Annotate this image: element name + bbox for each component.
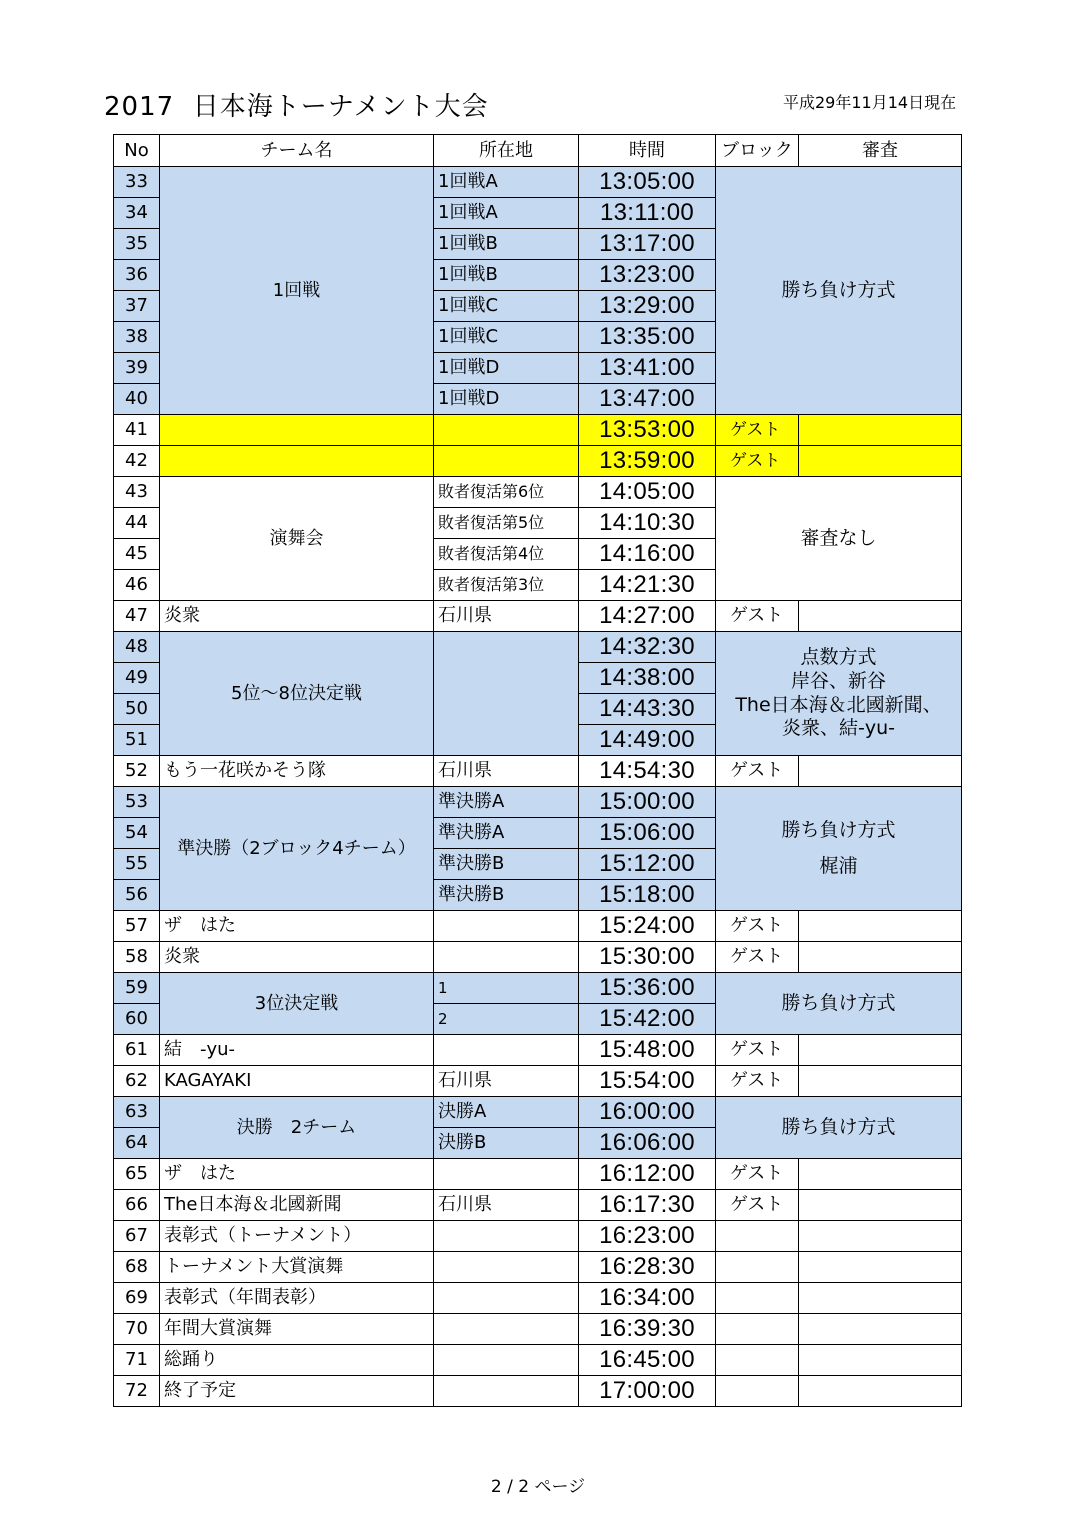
row-time: 15:18:00 — [579, 880, 716, 911]
row-judging — [799, 1066, 962, 1097]
row-time: 14:43:30 — [579, 694, 716, 725]
row-judging — [799, 601, 962, 632]
table-row — [114, 756, 962, 787]
row-time: 16:28:30 — [579, 1252, 716, 1283]
table-row — [114, 1159, 962, 1190]
row-no: 67 — [114, 1221, 160, 1252]
row-team: ザ はた — [160, 1159, 434, 1190]
group-team-exhibition: 演舞会 — [160, 477, 434, 601]
row-no: 68 — [114, 1252, 160, 1283]
row-no: 54 — [114, 818, 160, 849]
row-no: 44 — [114, 508, 160, 539]
row-location: 準決勝B — [434, 880, 579, 911]
row-no: 34 — [114, 198, 160, 229]
row-no: 49 — [114, 663, 160, 694]
col-header-block: ブロック — [716, 135, 799, 167]
row-location — [434, 1283, 579, 1314]
row-no: 40 — [114, 384, 160, 415]
row-time: 14:21:30 — [579, 570, 716, 601]
row-location: 石川県 — [434, 756, 579, 787]
group-team-placement: 5位～8位決定戦 — [160, 632, 434, 756]
row-no: 65 — [114, 1159, 160, 1190]
row-location — [434, 446, 579, 477]
table-row — [114, 477, 962, 508]
row-no: 72 — [114, 1376, 160, 1407]
table-row — [114, 1221, 962, 1252]
row-location — [434, 1159, 579, 1190]
row-judging — [799, 1159, 962, 1190]
row-location — [434, 942, 579, 973]
row-time: 13:53:00 — [579, 415, 716, 446]
row-no: 66 — [114, 1190, 160, 1221]
col-header-time: 時間 — [579, 135, 716, 167]
table-row — [114, 1376, 962, 1407]
row-location — [434, 415, 579, 446]
table-row — [114, 1190, 962, 1221]
judging-line: The日本海＆北國新聞、 — [735, 693, 942, 716]
row-judging — [799, 1252, 962, 1283]
row-judging — [799, 942, 962, 973]
row-no: 50 — [114, 694, 160, 725]
row-judging — [799, 1035, 962, 1066]
table-row — [114, 415, 962, 446]
group-team-round1: 1回戦 — [160, 167, 434, 415]
row-time: 15:06:00 — [579, 818, 716, 849]
judging-line: 炎衆、結-yu- — [782, 717, 895, 740]
row-location: 1回戦D — [434, 353, 579, 384]
row-no: 60 — [114, 1004, 160, 1035]
row-location — [434, 1221, 579, 1252]
row-time: 13:29:00 — [579, 291, 716, 322]
table-row — [114, 973, 962, 1004]
col-header-no: No — [114, 135, 160, 167]
row-time: 13:05:00 — [579, 167, 716, 198]
group-team-third-place: 3位決定戦 — [160, 973, 434, 1035]
row-time: 14:54:30 — [579, 756, 716, 787]
table-row — [114, 167, 962, 198]
row-block — [716, 1314, 799, 1345]
row-time: 14:27:00 — [579, 601, 716, 632]
row-time: 16:39:30 — [579, 1314, 716, 1345]
row-no: 33 — [114, 167, 160, 198]
row-no: 55 — [114, 849, 160, 880]
row-time: 13:17:00 — [579, 229, 716, 260]
row-no: 45 — [114, 539, 160, 570]
row-team: 終了予定 — [160, 1376, 434, 1407]
row-block: ゲスト — [716, 1066, 799, 1097]
judging-line: 岸谷、新谷 — [790, 669, 886, 692]
row-time: 15:12:00 — [579, 849, 716, 880]
table-row — [114, 601, 962, 632]
row-team: 結 -yu- — [160, 1035, 434, 1066]
row-location: 敗者復活第4位 — [434, 539, 579, 570]
row-location: 決勝B — [434, 1128, 579, 1159]
row-no: 63 — [114, 1097, 160, 1128]
row-judging — [799, 415, 962, 446]
row-location: 石川県 — [434, 1066, 579, 1097]
row-time: 14:05:00 — [579, 477, 716, 508]
row-no: 53 — [114, 787, 160, 818]
row-block — [716, 1221, 799, 1252]
row-team: 炎衆 — [160, 601, 434, 632]
row-time: 13:59:00 — [579, 446, 716, 477]
row-judging — [799, 446, 962, 477]
row-team: 表彰式（年間表彰） — [160, 1283, 434, 1314]
row-no: 58 — [114, 942, 160, 973]
table-row — [114, 1314, 962, 1345]
row-location: 敗者復活第6位 — [434, 477, 579, 508]
row-block: ゲスト — [716, 1159, 799, 1190]
row-time: 14:10:30 — [579, 508, 716, 539]
table-row — [114, 787, 962, 818]
row-team: 年間大賞演舞 — [160, 1314, 434, 1345]
row-judging — [799, 911, 962, 942]
group-team-semifinal: 準決勝（2ブロック4チーム） — [160, 787, 434, 911]
row-location — [434, 1376, 579, 1407]
row-time: 15:42:00 — [579, 1004, 716, 1035]
row-no: 61 — [114, 1035, 160, 1066]
header-row — [114, 135, 962, 167]
row-team: もう一花咲かそう隊 — [160, 756, 434, 787]
row-time: 16:06:00 — [579, 1128, 716, 1159]
row-team: KAGAYAKI — [160, 1066, 434, 1097]
row-time: 14:49:00 — [579, 725, 716, 756]
row-location: 2 — [434, 1004, 579, 1035]
row-location: 準決勝A — [434, 787, 579, 818]
row-no: 38 — [114, 322, 160, 353]
row-time: 16:17:30 — [579, 1190, 716, 1221]
row-time: 13:23:00 — [579, 260, 716, 291]
col-header-location: 所在地 — [434, 135, 579, 167]
table-row — [114, 911, 962, 942]
row-team: 総踊り — [160, 1345, 434, 1376]
row-block: ゲスト — [716, 1190, 799, 1221]
row-location: 敗者復活第5位 — [434, 508, 579, 539]
row-time: 13:11:00 — [579, 198, 716, 229]
row-team: 炎衆 — [160, 942, 434, 973]
row-no: 47 — [114, 601, 160, 632]
row-time: 15:24:00 — [579, 911, 716, 942]
row-location: 1回戦A — [434, 198, 579, 229]
row-team: トーナメント大賞演舞 — [160, 1252, 434, 1283]
row-no: 36 — [114, 260, 160, 291]
row-no: 41 — [114, 415, 160, 446]
row-block — [716, 1252, 799, 1283]
row-judging — [799, 1345, 962, 1376]
row-time: 15:48:00 — [579, 1035, 716, 1066]
row-no: 52 — [114, 756, 160, 787]
row-no: 51 — [114, 725, 160, 756]
row-location: 準決勝A — [434, 818, 579, 849]
row-time: 15:00:00 — [579, 787, 716, 818]
row-no: 35 — [114, 229, 160, 260]
row-location — [434, 632, 579, 756]
row-location: 1回戦C — [434, 322, 579, 353]
row-judging — [799, 1221, 962, 1252]
row-location: 1回戦A — [434, 167, 579, 198]
row-location: 準決勝B — [434, 849, 579, 880]
row-location — [434, 1314, 579, 1345]
row-block: ゲスト — [716, 911, 799, 942]
row-block — [716, 1376, 799, 1407]
row-time: 15:30:00 — [579, 942, 716, 973]
row-location: 1回戦C — [434, 291, 579, 322]
row-team: The日本海＆北國新聞 — [160, 1190, 434, 1221]
row-judging — [799, 756, 962, 787]
document-title: 2017 日本海トーナメント大会 — [104, 92, 489, 122]
row-time: 16:23:00 — [579, 1221, 716, 1252]
row-block: ゲスト — [716, 1035, 799, 1066]
judging-line: 勝ち負け方式 — [781, 818, 896, 841]
row-no: 42 — [114, 446, 160, 477]
row-block: ゲスト — [716, 446, 799, 477]
row-location: 石川県 — [434, 601, 579, 632]
group-judging-round1: 勝ち負け方式 — [716, 167, 962, 415]
row-no: 71 — [114, 1345, 160, 1376]
row-no: 46 — [114, 570, 160, 601]
page-number: 2 / 2 ページ — [490, 1477, 586, 1497]
row-block — [716, 1283, 799, 1314]
schedule-table — [113, 134, 962, 1407]
table-row — [114, 942, 962, 973]
group-judging-exhibition: 審査なし — [716, 477, 962, 601]
row-block: ゲスト — [716, 601, 799, 632]
judging-line: 点数方式 — [800, 646, 877, 668]
table-row — [114, 632, 962, 663]
row-no: 43 — [114, 477, 160, 508]
row-time: 13:35:00 — [579, 322, 716, 353]
row-no: 56 — [114, 880, 160, 911]
row-no: 69 — [114, 1283, 160, 1314]
row-team: ザ はた — [160, 911, 434, 942]
row-location — [434, 1345, 579, 1376]
group-judging-final: 勝ち負け方式 — [716, 1097, 962, 1159]
row-team — [160, 446, 434, 477]
group-judging-semifinal — [716, 787, 962, 911]
group-team-final: 決勝 2チーム — [160, 1097, 434, 1159]
row-time: 16:12:00 — [579, 1159, 716, 1190]
row-time: 14:38:00 — [579, 663, 716, 694]
table-row — [114, 1066, 962, 1097]
row-location: 1回戦B — [434, 260, 579, 291]
row-location: 敗者復活第3位 — [434, 570, 579, 601]
row-no: 48 — [114, 632, 160, 663]
row-time: 17:00:00 — [579, 1376, 716, 1407]
row-block: ゲスト — [716, 942, 799, 973]
row-team — [160, 415, 434, 446]
row-no: 39 — [114, 353, 160, 384]
group-judging-third-place: 勝ち負け方式 — [716, 973, 962, 1035]
row-time: 16:00:00 — [579, 1097, 716, 1128]
row-team: 表彰式（トーナメント） — [160, 1221, 434, 1252]
col-header-team: チーム名 — [160, 135, 434, 167]
row-no: 59 — [114, 973, 160, 1004]
row-time: 14:32:30 — [579, 632, 716, 663]
row-no: 57 — [114, 911, 160, 942]
row-block: ゲスト — [716, 415, 799, 446]
row-block — [716, 1345, 799, 1376]
group-judging-placement — [716, 632, 962, 756]
table-row — [114, 446, 962, 477]
row-location — [434, 911, 579, 942]
table-row — [114, 1345, 962, 1376]
table-row — [114, 1283, 962, 1314]
row-time: 14:16:00 — [579, 539, 716, 570]
row-judging — [799, 1314, 962, 1345]
row-judging — [799, 1376, 962, 1407]
row-no: 70 — [114, 1314, 160, 1345]
row-location: 決勝A — [434, 1097, 579, 1128]
row-block: ゲスト — [716, 756, 799, 787]
as-of-date: 平成29年11月14日現在 — [783, 93, 957, 112]
row-location — [434, 1252, 579, 1283]
row-time: 13:41:00 — [579, 353, 716, 384]
row-judging — [799, 1190, 962, 1221]
row-judging — [799, 1283, 962, 1314]
row-no: 64 — [114, 1128, 160, 1159]
row-time: 16:45:00 — [579, 1345, 716, 1376]
table-row — [114, 1035, 962, 1066]
row-time: 13:47:00 — [579, 384, 716, 415]
row-location: 1回戦B — [434, 229, 579, 260]
table-row — [114, 1097, 962, 1128]
table-row — [114, 1252, 962, 1283]
row-location: 1 — [434, 973, 579, 1004]
row-location: 石川県 — [434, 1190, 579, 1221]
row-no: 37 — [114, 291, 160, 322]
row-location: 1回戦D — [434, 384, 579, 415]
row-location — [434, 1035, 579, 1066]
row-time: 16:34:00 — [579, 1283, 716, 1314]
row-time: 15:54:00 — [579, 1066, 716, 1097]
col-header-judging: 審査 — [799, 135, 962, 167]
row-no: 62 — [114, 1066, 160, 1097]
row-time: 15:36:00 — [579, 973, 716, 1004]
judging-line: 梶浦 — [819, 854, 858, 877]
